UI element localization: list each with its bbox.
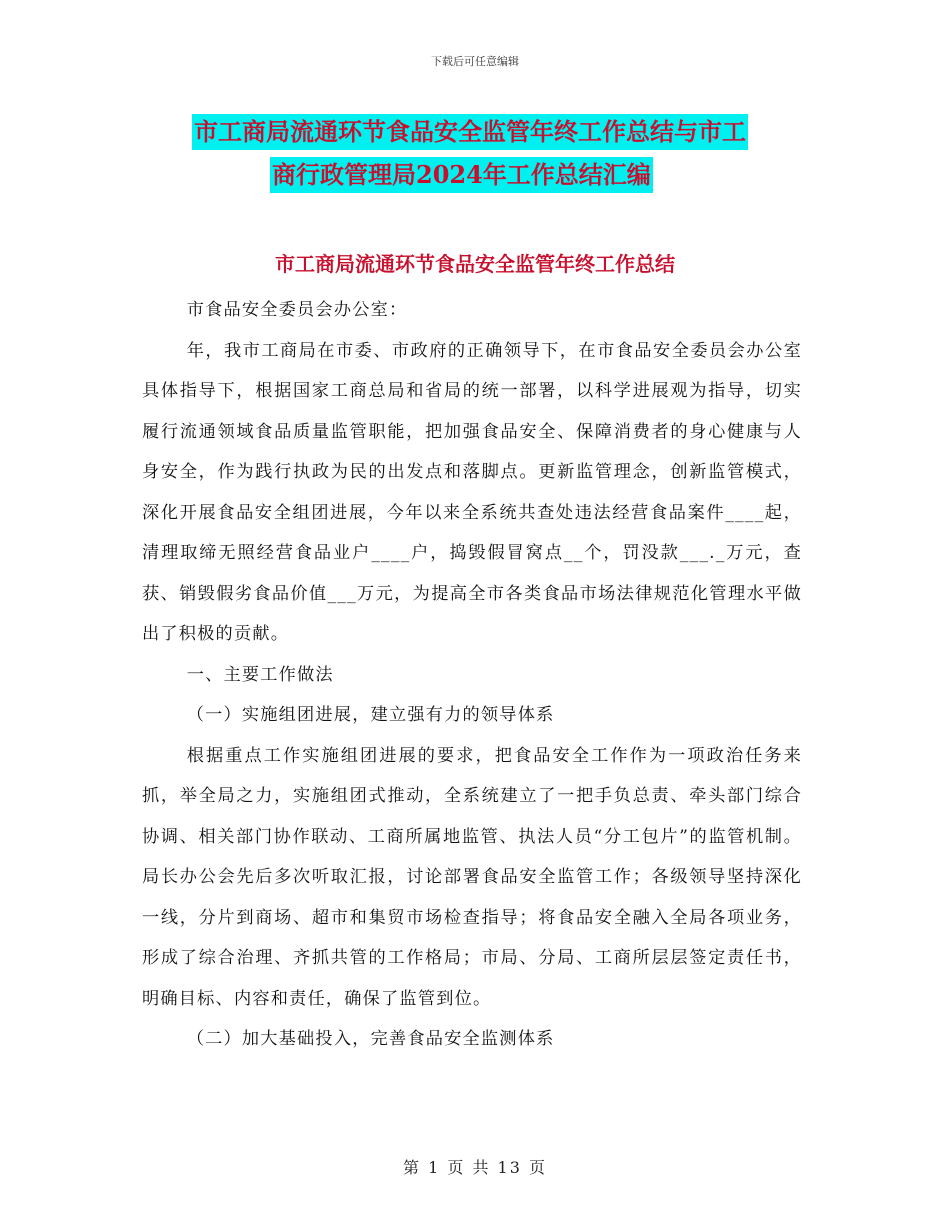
paragraph-subsection-1: 根据重点工作实施组团进展的要求，把食品安全工作作为一项政治任务来抓，举全局之力，实施组团式推动，全系统建立了一把手负总责、牵头部门综合协调、相关部门协作联动、工商所属地监管、执法人员“分工包片”的监管机制。局长办公会先后多次听取汇报，讨论部署食品安全监管工作；各级领导坚持深化一线，分片到商场、超市和集贸市场检查指导；将食品安全融入全局各项业务，形成了综合治理、齐抓共管的工作格局；市局、分局、工商所层层签定责任书，明确目标、内容和责任，确保了监管到位。	[142, 745, 802, 1009]
document-title-line-1: 市工商局流通环节食品安全监管年终工作总结与市工	[192, 114, 748, 150]
page-number: 第 1 页 共 13 页	[403, 1158, 547, 1177]
section-title: 市工商局流通环节食品安全监管年终工作总结	[275, 252, 675, 276]
document-title-line-2: 商行政管理局2024年工作总结汇编	[270, 157, 653, 193]
body-text	[142, 290, 802, 1060]
heading-subsection-2: （二）加大基础投入，完善食品安全监测体系	[186, 1029, 555, 1049]
heading-main-practices: 一、主要工作做法	[186, 664, 334, 685]
heading-subsection-1: （一）实施组团进展，建立强有力的领导体系	[186, 705, 555, 725]
header-note: 下载后可任意编辑	[431, 55, 519, 68]
salutation: 市食品安全委员会办公室：	[186, 300, 408, 320]
paragraph-intro: 年，我市工商局在市委、市政府的正确领导下，在市食品安全委员会办公室具体指导下，根据国家工商总局和省局的统一部署，以科学进展观为指导，切实履行流通领域食品质量监管职能，把加强食品安全、保障消费者的身心健康与人身安全，作为践行执政为民的出发点和落脚点。更新监管理念，创新监管模式，深化开展食品安全组团进展，今年以来全系统共查处违法经营食品案件____起，清理取缔无照经营食品业户____户，捣毁假冒窝点__个，罚没款___._万元，查获、销毁假劣食品价值___万元，为提高全市各类食品市场法律规范化管理水平做出了积极的贡献。	[142, 340, 802, 644]
